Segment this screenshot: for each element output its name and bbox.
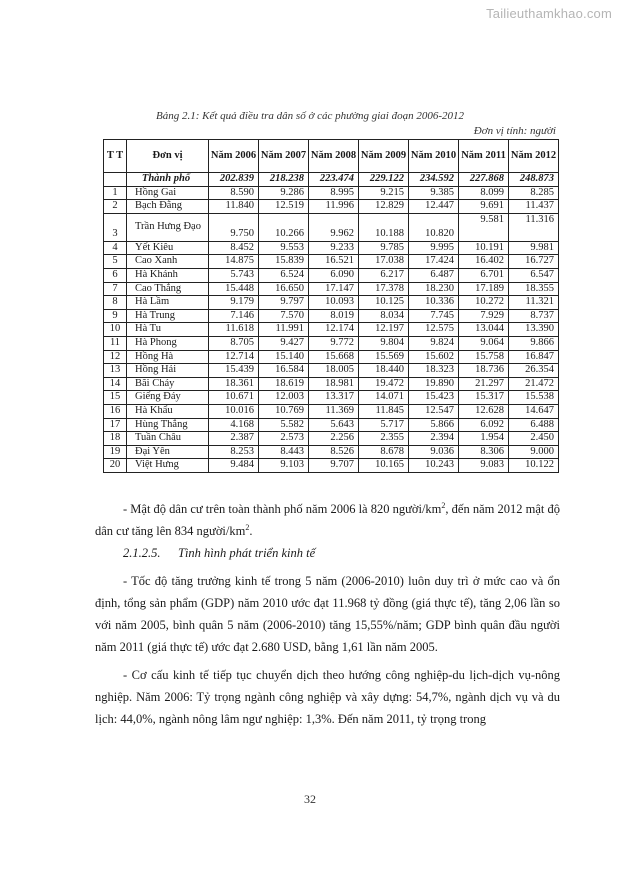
row-tt: 20 xyxy=(104,459,127,473)
table-row xyxy=(104,200,559,214)
city-2006: 202.839 xyxy=(209,173,259,187)
row-value-2006: 15.448 xyxy=(209,282,259,296)
row-tt: 19 xyxy=(104,445,127,459)
row-value-2010: 9.036 xyxy=(409,445,459,459)
table-row xyxy=(104,391,559,405)
row-value-2009: 9.804 xyxy=(359,336,409,350)
header-tt: T T xyxy=(104,140,127,173)
row-value-2007: 10.266 xyxy=(259,213,309,241)
row-value-2010: 15.423 xyxy=(409,391,459,405)
row-value-2007: 8.443 xyxy=(259,445,309,459)
row-value-2007: 18.619 xyxy=(259,377,309,391)
row-value-2009: 9.215 xyxy=(359,186,409,200)
table-header-row xyxy=(104,140,559,173)
row-ward-name: Hà Phong xyxy=(127,336,209,350)
row-ward-name: Tuần Châu xyxy=(127,432,209,446)
table-row xyxy=(104,459,559,473)
row-value-2007: 15.140 xyxy=(259,350,309,364)
row-value-2009: 9.785 xyxy=(359,241,409,255)
row-tt: 6 xyxy=(104,268,127,282)
row-value-2011: 7.929 xyxy=(459,309,509,323)
row-value-2012: 16.847 xyxy=(509,350,559,364)
row-value-2009: 10.165 xyxy=(359,459,409,473)
row-ward-name: Hồng Hà xyxy=(127,350,209,364)
row-value-2009: 18.440 xyxy=(359,364,409,378)
density-paragraph xyxy=(95,498,560,542)
row-value-2011: 9.691 xyxy=(459,200,509,214)
row-value-2012: 6.488 xyxy=(509,418,559,432)
row-value-2006: 9.484 xyxy=(209,459,259,473)
row-value-2006: 11.840 xyxy=(209,200,259,214)
row-tt: 2 xyxy=(104,200,127,214)
section-number: 2.1.2.5. xyxy=(123,546,161,560)
row-value-2006: 10.016 xyxy=(209,404,259,418)
row-value-2008: 18.981 xyxy=(309,377,359,391)
table-row xyxy=(104,336,559,350)
row-tt: 8 xyxy=(104,296,127,310)
row-value-2006: 11.618 xyxy=(209,323,259,337)
row-value-2012: 14.647 xyxy=(509,404,559,418)
row-value-2012: 26.354 xyxy=(509,364,559,378)
row-tt: 16 xyxy=(104,404,127,418)
row-value-2009: 12.197 xyxy=(359,323,409,337)
row-value-2011: 8.306 xyxy=(459,445,509,459)
table-row xyxy=(104,445,559,459)
row-tt: 4 xyxy=(104,241,127,255)
table-caption: Bảng 2.1: Kết quả điều tra dân số ở các phường giai đoạn 2006-2012 xyxy=(156,110,464,122)
section-heading xyxy=(123,546,315,561)
row-value-2011: 9.083 xyxy=(459,459,509,473)
density-text-3: . xyxy=(249,524,253,538)
growth-paragraph: - Tốc độ tăng trưởng kinh tế trong 5 năm (2006-2010) luôn duy trì ở mức cao và ổn định, tổng sản phẩm (GDP) năm 2010 ước đạt 11.968 tỷ đồng (giá thực tế), tăng 2,06 lần so với năm 2005, bình quân 5 năm (2006-2010) tăng 15,55%/năm; GDP bình quân đầu người năm 2011 (giá thực tế) ước đạt 2.680 USD, bằng 1,61 lần năm 2005. xyxy=(95,574,560,654)
row-value-2010: 9.824 xyxy=(409,336,459,350)
city-tt xyxy=(104,173,127,187)
page-number: 32 xyxy=(304,792,316,806)
table-row xyxy=(104,296,559,310)
row-value-2010: 17.424 xyxy=(409,255,459,269)
row-value-2010: 10.243 xyxy=(409,459,459,473)
row-value-2011: 10.191 xyxy=(459,241,509,255)
row-value-2007: 10.769 xyxy=(259,404,309,418)
row-value-2008: 2.256 xyxy=(309,432,359,446)
row-value-2007: 16.584 xyxy=(259,364,309,378)
row-value-2008: 11.369 xyxy=(309,404,359,418)
row-ward-name: Hà Lầm xyxy=(127,296,209,310)
row-value-2007: 11.991 xyxy=(259,323,309,337)
row-ward-name: Yết Kiêu xyxy=(127,241,209,255)
density-text-1: - Mật độ dân cư trên toàn thành phố năm 2006 là 820 người/km xyxy=(123,502,442,516)
row-value-2012: 16.727 xyxy=(509,255,559,269)
row-value-2010: 10.820 xyxy=(409,213,459,241)
table-row xyxy=(104,323,559,337)
row-value-2006: 14.875 xyxy=(209,255,259,269)
table-row xyxy=(104,364,559,378)
row-value-2006: 8.253 xyxy=(209,445,259,459)
row-ward-name: Bãi Cháy xyxy=(127,377,209,391)
row-value-2007: 7.570 xyxy=(259,309,309,323)
row-value-2007: 9.286 xyxy=(259,186,309,200)
population-table xyxy=(103,139,559,473)
table-row xyxy=(104,404,559,418)
row-value-2011: 18.736 xyxy=(459,364,509,378)
structure-paragraph: - Cơ cấu kinh tế tiếp tục chuyển dịch theo hướng công nghiệp-du lịch-dịch vụ-nông nghiệp. Năm 2006: Tỷ trọng ngành công nghiệp và xây dựng: 54,7%, ngành dịch vụ và du lịch: 44,0%, ngành nông lâm ngư nghiệp: 1,3%. Đến năm 2011, tỷ trọng trong xyxy=(95,668,560,726)
density-sup-1: 2 xyxy=(441,500,446,510)
row-value-2012: 8.285 xyxy=(509,186,559,200)
row-value-2008: 9.233 xyxy=(309,241,359,255)
row-ward-name: Cao Thắng xyxy=(127,282,209,296)
row-value-2006: 15.439 xyxy=(209,364,259,378)
row-value-2009: 2.355 xyxy=(359,432,409,446)
row-value-2011: 10.272 xyxy=(459,296,509,310)
row-value-2008: 8.526 xyxy=(309,445,359,459)
row-value-2010: 12.447 xyxy=(409,200,459,214)
row-value-2006: 2.387 xyxy=(209,432,259,446)
row-value-2006: 4.168 xyxy=(209,418,259,432)
row-value-2009: 5.717 xyxy=(359,418,409,432)
header-2006: Năm 2006 xyxy=(209,140,259,173)
row-value-2010: 19.890 xyxy=(409,377,459,391)
row-tt: 10 xyxy=(104,323,127,337)
row-value-2011: 16.402 xyxy=(459,255,509,269)
row-value-2012: 9.866 xyxy=(509,336,559,350)
row-value-2008: 11.996 xyxy=(309,200,359,214)
row-ward-name: Việt Hưng xyxy=(127,459,209,473)
row-tt: 13 xyxy=(104,364,127,378)
row-value-2011: 21.297 xyxy=(459,377,509,391)
section-title: Tình hình phát triển kinh tế xyxy=(178,546,316,560)
row-ward-name: Hà Khẩu xyxy=(127,404,209,418)
row-value-2009: 12.829 xyxy=(359,200,409,214)
city-2009: 229.122 xyxy=(359,173,409,187)
row-value-2006: 8.705 xyxy=(209,336,259,350)
table-row xyxy=(104,282,559,296)
row-tt: 7 xyxy=(104,282,127,296)
row-ward-name: Hồng Hải xyxy=(127,364,209,378)
row-tt: 1 xyxy=(104,186,127,200)
row-tt: 12 xyxy=(104,350,127,364)
row-value-2010: 12.575 xyxy=(409,323,459,337)
table-row xyxy=(104,432,559,446)
row-value-2012: 21.472 xyxy=(509,377,559,391)
row-value-2010: 12.547 xyxy=(409,404,459,418)
row-value-2007: 9.553 xyxy=(259,241,309,255)
row-ward-name: Đại Yên xyxy=(127,445,209,459)
row-value-2006: 9.750 xyxy=(209,213,259,241)
row-ward-name: Trần Hưng Đạo xyxy=(127,213,209,241)
row-value-2008: 6.090 xyxy=(309,268,359,282)
row-value-2010: 5.866 xyxy=(409,418,459,432)
row-value-2012: 8.737 xyxy=(509,309,559,323)
table-row xyxy=(104,377,559,391)
row-value-2009: 14.071 xyxy=(359,391,409,405)
city-name: Thành phố xyxy=(127,173,209,187)
row-value-2006: 8.452 xyxy=(209,241,259,255)
row-value-2006: 12.714 xyxy=(209,350,259,364)
row-value-2010: 10.336 xyxy=(409,296,459,310)
header-2009: Năm 2009 xyxy=(359,140,409,173)
row-value-2010: 15.602 xyxy=(409,350,459,364)
row-value-2007: 16.650 xyxy=(259,282,309,296)
row-value-2011: 17.189 xyxy=(459,282,509,296)
city-2012: 248.873 xyxy=(509,173,559,187)
row-value-2008: 10.093 xyxy=(309,296,359,310)
row-value-2012: 13.390 xyxy=(509,323,559,337)
row-value-2011: 6.092 xyxy=(459,418,509,432)
row-value-2012: 15.538 xyxy=(509,391,559,405)
row-value-2011: 12.628 xyxy=(459,404,509,418)
watermark: Tailieuthamkhao.com xyxy=(486,6,612,21)
row-value-2012: 11.316 xyxy=(509,213,559,241)
city-2010: 234.592 xyxy=(409,173,459,187)
row-tt: 5 xyxy=(104,255,127,269)
unit-note: Đơn vị tính: người xyxy=(473,125,556,137)
header-2007: Năm 2007 xyxy=(259,140,309,173)
row-value-2011: 6.701 xyxy=(459,268,509,282)
row-value-2010: 2.394 xyxy=(409,432,459,446)
row-tt: 3 xyxy=(104,213,127,241)
city-2007: 218.238 xyxy=(259,173,309,187)
row-value-2011: 15.758 xyxy=(459,350,509,364)
row-value-2008: 15.668 xyxy=(309,350,359,364)
row-value-2007: 12.519 xyxy=(259,200,309,214)
row-value-2008: 9.772 xyxy=(309,336,359,350)
row-value-2011: 15.317 xyxy=(459,391,509,405)
row-value-2008: 8.019 xyxy=(309,309,359,323)
table-row xyxy=(104,241,559,255)
header-2012: Năm 2012 xyxy=(509,140,559,173)
header-2008: Năm 2008 xyxy=(309,140,359,173)
row-value-2008: 8.995 xyxy=(309,186,359,200)
row-value-2007: 15.839 xyxy=(259,255,309,269)
row-value-2008: 18.005 xyxy=(309,364,359,378)
row-value-2006: 18.361 xyxy=(209,377,259,391)
row-ward-name: Bạch Đằng xyxy=(127,200,209,214)
row-value-2007: 9.797 xyxy=(259,296,309,310)
row-value-2011: 9.064 xyxy=(459,336,509,350)
row-value-2006: 7.146 xyxy=(209,309,259,323)
row-ward-name: Hùng Thắng xyxy=(127,418,209,432)
row-tt: 17 xyxy=(104,418,127,432)
row-value-2008: 9.962 xyxy=(309,213,359,241)
row-value-2008: 16.521 xyxy=(309,255,359,269)
table-row xyxy=(104,418,559,432)
row-value-2007: 5.582 xyxy=(259,418,309,432)
row-value-2006: 9.179 xyxy=(209,296,259,310)
row-value-2012: 6.547 xyxy=(509,268,559,282)
row-value-2006: 5.743 xyxy=(209,268,259,282)
row-value-2009: 11.845 xyxy=(359,404,409,418)
row-value-2008: 9.707 xyxy=(309,459,359,473)
row-ward-name: Giếng Đáy xyxy=(127,391,209,405)
row-tt: 11 xyxy=(104,336,127,350)
row-tt: 14 xyxy=(104,377,127,391)
table-row xyxy=(104,255,559,269)
row-tt: 9 xyxy=(104,309,127,323)
row-ward-name: Hồng Gai xyxy=(127,186,209,200)
header-2010: Năm 2010 xyxy=(409,140,459,173)
table-row xyxy=(104,213,559,241)
row-tt: 15 xyxy=(104,391,127,405)
row-ward-name: Cao Xanh xyxy=(127,255,209,269)
header-2011: Năm 2011 xyxy=(459,140,509,173)
row-value-2009: 17.378 xyxy=(359,282,409,296)
row-value-2012: 11.437 xyxy=(509,200,559,214)
row-value-2011: 1.954 xyxy=(459,432,509,446)
row-value-2008: 13.317 xyxy=(309,391,359,405)
row-value-2009: 8.034 xyxy=(359,309,409,323)
row-value-2008: 17.147 xyxy=(309,282,359,296)
row-value-2011: 9.581 xyxy=(459,213,509,241)
city-total-row xyxy=(104,173,559,187)
row-value-2009: 8.678 xyxy=(359,445,409,459)
row-value-2010: 18.230 xyxy=(409,282,459,296)
row-ward-name: Hà Tu xyxy=(127,323,209,337)
row-value-2012: 11.321 xyxy=(509,296,559,310)
row-value-2011: 8.099 xyxy=(459,186,509,200)
row-value-2007: 9.103 xyxy=(259,459,309,473)
header-unit: Đơn vị xyxy=(127,140,209,173)
row-value-2006: 10.671 xyxy=(209,391,259,405)
row-value-2007: 12.003 xyxy=(259,391,309,405)
density-sup-2: 2 xyxy=(245,522,250,532)
row-value-2009: 19.472 xyxy=(359,377,409,391)
row-value-2012: 10.122 xyxy=(509,459,559,473)
row-value-2008: 5.643 xyxy=(309,418,359,432)
table-row xyxy=(104,350,559,364)
row-value-2009: 10.125 xyxy=(359,296,409,310)
row-value-2009: 10.188 xyxy=(359,213,409,241)
table-row xyxy=(104,186,559,200)
row-value-2012: 18.355 xyxy=(509,282,559,296)
row-value-2011: 13.044 xyxy=(459,323,509,337)
row-tt: 18 xyxy=(104,432,127,446)
city-2011: 227.868 xyxy=(459,173,509,187)
density-text-2: , đến năm 2012 mật độ dân cư tăng lên 834 người/km xyxy=(95,502,560,538)
row-value-2008: 12.174 xyxy=(309,323,359,337)
row-ward-name: Hà Trung xyxy=(127,309,209,323)
row-value-2012: 2.450 xyxy=(509,432,559,446)
city-2008: 223.474 xyxy=(309,173,359,187)
row-value-2007: 9.427 xyxy=(259,336,309,350)
row-value-2009: 6.217 xyxy=(359,268,409,282)
row-ward-name: Hà Khánh xyxy=(127,268,209,282)
row-value-2009: 15.569 xyxy=(359,350,409,364)
row-value-2010: 6.487 xyxy=(409,268,459,282)
table-row xyxy=(104,268,559,282)
row-value-2009: 17.038 xyxy=(359,255,409,269)
row-value-2010: 7.745 xyxy=(409,309,459,323)
row-value-2007: 6.524 xyxy=(259,268,309,282)
row-value-2006: 8.590 xyxy=(209,186,259,200)
table-row xyxy=(104,309,559,323)
row-value-2010: 9.385 xyxy=(409,186,459,200)
row-value-2007: 2.573 xyxy=(259,432,309,446)
row-value-2012: 9.000 xyxy=(509,445,559,459)
row-value-2012: 9.981 xyxy=(509,241,559,255)
row-value-2010: 9.995 xyxy=(409,241,459,255)
row-value-2010: 18.323 xyxy=(409,364,459,378)
